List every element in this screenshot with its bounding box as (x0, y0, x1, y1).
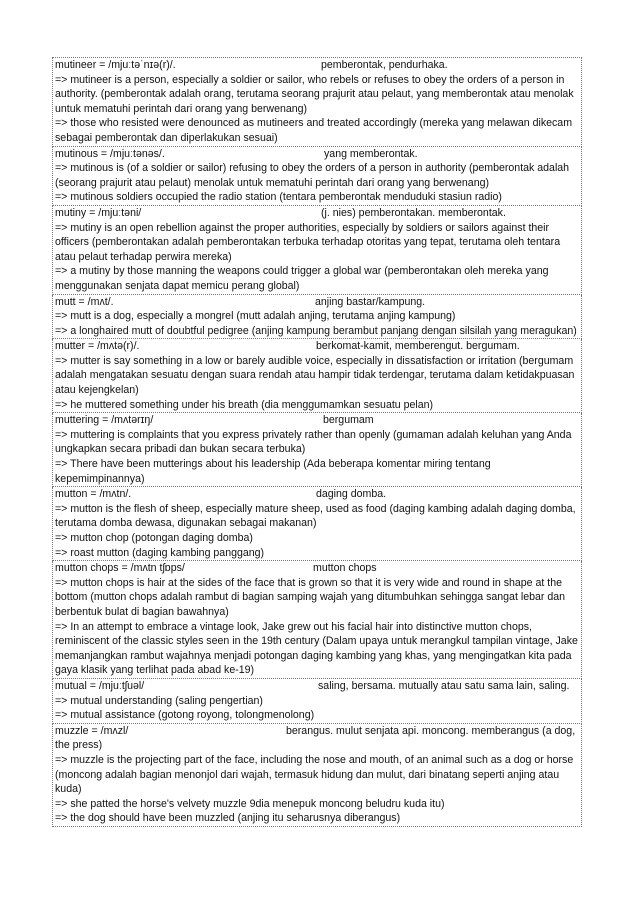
entry-headline (53, 147, 581, 162)
entry-definition: anjing bastar/kampung. (315, 295, 426, 308)
entry-term: muttering = /mʌtərɪŋ/ (55, 414, 154, 427)
dictionary-entry (52, 679, 582, 724)
dictionary-entry (52, 57, 582, 147)
entry-line: => a longhaired mutt of doubtful pedigree (anjing kampung berambut panjang dengan silsilah yang meragukan) (55, 324, 577, 337)
entry-line: => those who resisted were denounced as mutineers and treated accordingly (mereka yang melawan dikecam sebagai pemberontak dan diperlakukan sesuai) (55, 117, 573, 144)
entry-headline (53, 413, 581, 428)
entry-line: => muttering is complaints that you express privately rather than openly (gumaman adalah keluhan yang Anda ungkapkan secara pribadi dan bukan secara terbuka) (55, 428, 572, 456)
entry-line: => he muttered something under his breath (dia menggumamkan sesuatu pelan) (55, 398, 434, 411)
entry-definition: berangus. mulut senjata api. moncong. memberangus (a dog, the press) (55, 724, 576, 752)
entry-headline (53, 561, 581, 576)
entry-line: => mutual assistance (gotong royong, tolongmenolong) (55, 709, 315, 722)
entry-definition: saling, bersama. mutually atau satu sama lain, saling. (318, 679, 570, 692)
entry-headline (53, 206, 581, 221)
entry-term: mutt = /mʌt/. (55, 295, 114, 308)
entry-definition: mutton chops (313, 562, 377, 575)
entry-line: => mutton chops is hair at the sides of the face that is grown so that it is very wide and round in shape at the bottom (mutton chops adalah rambut di bagian samping wajah yang ditumbuhkan sehingga sangat lebar dan berbentuk bulat di bagian bawahnya) (55, 576, 566, 618)
entry-line: => There have been mutterings about his leadership (Ada beberapa komentar miring tentang kepemimpinannya) (55, 458, 491, 485)
entry-line: => mutineer is a person, especially a soldier or sailor, who rebels or refuses to obey the orders of a person in authority. (pemberontak adalah orang, terutama seorang prajurit atau pelaut, yang memberontak atau menolak untuk mematuhi perintah dari orang yang berwenang) (55, 73, 574, 115)
entry-term: mutinous = /mjuːtənəs/. (55, 147, 165, 160)
dictionary-sheet (52, 57, 582, 827)
entry-line: => mutiny is an open rebellion against the proper authorities, especially by soldiers or sailors against their officers (pemberontakan adalah pemberontakan terbuka terhadap otoritas yang tepat, terutama oleh tentara atau pelaut terhadap perwira mereka) (55, 221, 561, 263)
entry-term: muzzle = /mʌzl/ (55, 724, 129, 737)
entry-line: => mutton chop (potongan daging domba) (55, 532, 253, 544)
dictionary-entry (52, 561, 582, 679)
entry-term: mutiny = /mjuːtəni/ (55, 206, 142, 219)
entry-definition: pemberontak, pendurhaka. (321, 59, 448, 71)
dictionary-entry (52, 295, 582, 340)
dictionary-entry (52, 339, 582, 413)
entry-definition: berkomat-kamit, memberengut. bergumam. (316, 340, 520, 353)
entry-line: => mutual understanding (saling pengertian) (55, 694, 263, 707)
entry-headline (53, 58, 581, 73)
entry-line: => mutinous is (of a soldier or sailor) refusing to obey the orders of a person in authority (pemberontak adalah (seorang prajurit atau pelaut) menolak untuk mematuhi perintah dari orang yang berwenang) (55, 162, 570, 189)
dictionary-entry (52, 413, 582, 487)
entry-headline (53, 295, 581, 310)
entry-term: mutual = /mjuːtʃuəl/ (55, 679, 145, 692)
entry-line: => mutinous soldiers occupied the radio station (tentara pemberontak menduduki stasiun radio) (55, 191, 502, 204)
entry-headline (53, 724, 581, 753)
entry-definition: yang memberontak. (324, 147, 418, 160)
entry-headline (53, 339, 581, 354)
entry-term: mutton chops = /mʌtn tʃɒps/ (55, 562, 185, 575)
dictionary-entry (52, 487, 582, 561)
entry-line: => mutter is say something in a low or barely audible voice, especially in dissatisfaction or irritation (bergumam adalah mengatakan sesuatu dengan suara rendah atau hampir tidak terdengar, terutama dalam ketidakpuasan atau kejengkelan) (55, 354, 575, 397)
entry-line: => the dog should have been muzzled (anjing itu seharusnya diberangus) (55, 812, 401, 825)
entry-line: => muzzle is the projecting part of the face, including the nose and mouth, of an animal such as a dog or horse (moncong adalah bagian menonjol dari wajah, termasuk hidung dan mulut, dari binatang seperti anjing atau kuda) (55, 753, 574, 796)
entry-definition: (j. nies) pemberontakan. memberontak. (321, 206, 506, 219)
dictionary-entry (52, 206, 582, 295)
entry-line: => In an attempt to embrace a vintage look, Jake grew out his facial hair into distinctive mutton chops, reminiscent of the classic styles seen in the 19th century (Dalam upaya untuk merangkul tampilan vintage, Jake memanjangkan rambut wajahnya menjadi potongan daging kambing yang khas, yang mengingatkan kita pada gaya klasik yang terlihat pada abad ke-19) (55, 620, 578, 677)
entry-term: mutineer = /mjuːtəˈnɪə(r)/. (55, 59, 176, 71)
entry-definition: bergumam (323, 414, 374, 427)
entry-line: => mutt is a dog, especially a mongrel (mutt adalah anjing, terutama anjing kampung) (55, 310, 456, 323)
dictionary-entry (52, 147, 582, 206)
dictionary-entry (52, 724, 582, 827)
entry-headline (53, 679, 581, 694)
entry-line: => she patted the horse's velvety muzzle 9dia menepuk moncong beludru kuda itu) (55, 797, 445, 810)
entry-term: mutter = /mʌtə(r)/. (55, 340, 140, 353)
entry-headline (53, 487, 581, 502)
entry-definition: daging domba. (316, 488, 387, 501)
entry-line: => mutton is the flesh of sheep, especially mature sheep, used as food (daging kambing adalah daging domba, terutama domba dewasa, digunakan sebagai makanan) (55, 502, 576, 530)
entry-line: => a mutiny by those manning the weapons could trigger a global war (pemberontakan oleh mereka yang menggunakan senjata dapat memicu perang global) (55, 265, 549, 292)
entry-term: mutton = /mʌtn/. (55, 488, 132, 501)
entry-line: => roast mutton (daging kambing panggang) (55, 546, 265, 559)
